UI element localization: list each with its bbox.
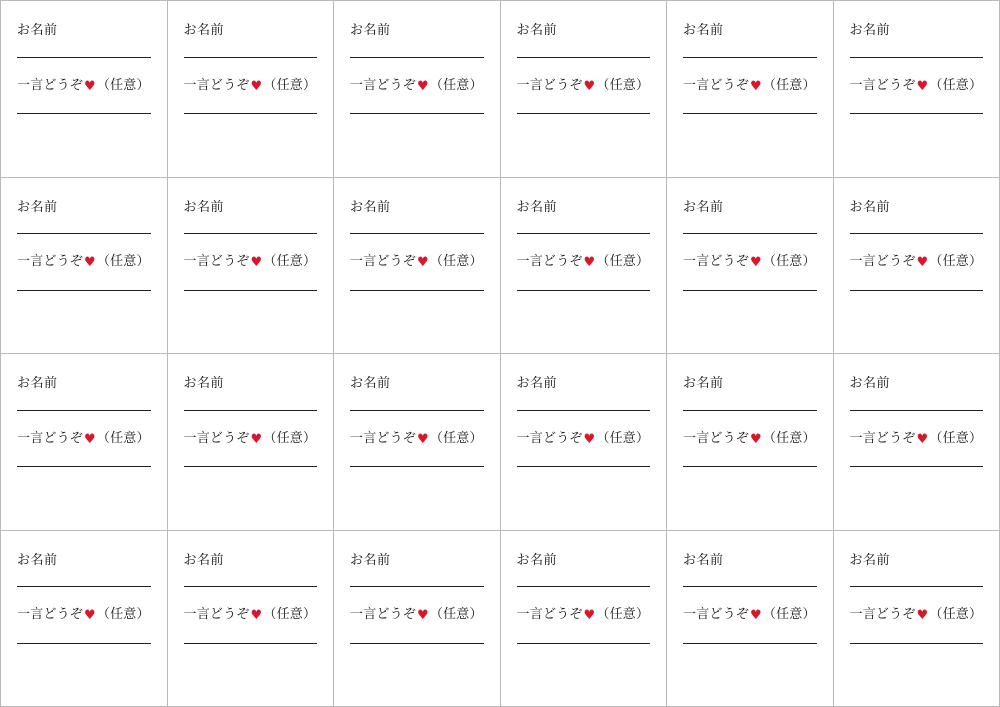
message-prompt-suffix: （任意）: [762, 77, 816, 93]
message-prompt-suffix: （任意）: [96, 430, 150, 446]
message-prompt-suffix: （任意）: [596, 430, 650, 446]
name-card: [1, 531, 167, 707]
name-label: お名前: [183, 199, 225, 215]
message-prompt-prefix: 一言どうぞ: [683, 607, 750, 623]
message-write-line[interactable]: [517, 113, 651, 114]
message-write-line[interactable]: [683, 113, 817, 114]
name-card: [834, 354, 1000, 530]
message-prompt-suffix: （任意）: [429, 77, 483, 93]
message-prompt-suffix: （任意）: [596, 77, 650, 93]
name-card: [667, 178, 833, 354]
message-prompt-suffix: （任意）: [429, 254, 483, 270]
message-prompt-suffix: （任意）: [929, 77, 983, 93]
name-write-line[interactable]: [17, 233, 151, 234]
message-prompt-prefix: 一言どうぞ: [183, 430, 250, 446]
name-write-line[interactable]: [850, 233, 984, 234]
message-prompt: [184, 78, 320, 94]
message-prompt-prefix: 一言どうぞ: [683, 430, 750, 446]
message-prompt-prefix: 一言どうぞ: [849, 607, 916, 623]
name-write-line[interactable]: [517, 410, 651, 411]
message-write-line[interactable]: [850, 466, 984, 467]
message-prompt-prefix: 一言どうぞ: [849, 77, 916, 93]
name-write-line[interactable]: [850, 57, 984, 58]
name-write-line[interactable]: [683, 410, 817, 411]
message-write-line[interactable]: [17, 113, 151, 114]
name-label: お名前: [17, 199, 58, 215]
message-prompt: [350, 254, 486, 270]
name-card: [1, 354, 167, 530]
name-write-line[interactable]: [184, 233, 318, 234]
name-label: お名前: [849, 199, 891, 215]
message-prompt: [517, 254, 653, 270]
message-prompt-suffix: （任意）: [929, 607, 983, 623]
message-prompt: [850, 254, 986, 270]
name-card: [501, 178, 667, 354]
name-card: [168, 354, 334, 530]
name-write-line[interactable]: [350, 586, 484, 587]
name-write-line[interactable]: [683, 57, 817, 58]
message-prompt: [517, 607, 653, 623]
name-label: お名前: [683, 552, 724, 568]
message-prompt: [350, 607, 486, 623]
name-label: お名前: [849, 23, 891, 38]
heart-icon: ♥: [84, 255, 96, 271]
name-write-line[interactable]: [350, 233, 484, 234]
heart-icon: ♥: [583, 78, 596, 94]
message-write-line[interactable]: [17, 466, 151, 467]
message-prompt-prefix: 一言どうぞ: [183, 77, 250, 93]
message-prompt: [17, 607, 153, 623]
message-prompt-suffix: （任意）: [429, 607, 483, 623]
heart-icon: ♥: [417, 255, 429, 271]
message-prompt-prefix: 一言どうぞ: [516, 430, 583, 446]
name-label: お名前: [516, 552, 558, 568]
message-prompt-suffix: （任意）: [596, 607, 650, 623]
heart-icon: ♥: [750, 431, 762, 447]
heart-icon: ♥: [417, 78, 429, 94]
message-prompt-suffix: （任意）: [96, 77, 150, 93]
name-write-line[interactable]: [350, 57, 484, 58]
name-label: お名前: [849, 376, 891, 391]
message-prompt: [184, 254, 320, 270]
name-label: お名前: [683, 376, 724, 391]
name-card: [834, 178, 1000, 354]
heart-icon: ♥: [750, 608, 762, 624]
heart-icon: ♥: [250, 608, 263, 624]
heart-icon: ♥: [583, 255, 596, 271]
message-prompt-suffix: （任意）: [762, 254, 816, 270]
heart-icon: ♥: [583, 431, 596, 447]
name-card: [501, 531, 667, 707]
message-write-line[interactable]: [850, 113, 984, 114]
message-prompt-prefix: 一言どうぞ: [849, 430, 916, 446]
name-label: お名前: [350, 199, 391, 215]
message-prompt-prefix: 一言どうぞ: [350, 607, 417, 623]
name-write-line[interactable]: [17, 410, 151, 411]
message-prompt-suffix: （任意）: [263, 77, 317, 93]
name-card: [1, 1, 167, 177]
name-write-line[interactable]: [350, 410, 484, 411]
message-prompt: [517, 431, 653, 447]
name-card: [1, 178, 167, 354]
message-write-line[interactable]: [350, 113, 484, 114]
message-write-line[interactable]: [517, 643, 651, 644]
message-prompt-prefix: 一言どうぞ: [17, 430, 84, 446]
name-label: お名前: [849, 552, 891, 568]
message-prompt: [17, 431, 153, 447]
message-write-line[interactable]: [850, 643, 984, 644]
name-label: お名前: [17, 23, 58, 38]
message-prompt: [683, 431, 819, 447]
heart-icon: ♥: [84, 608, 96, 624]
name-label: お名前: [183, 376, 225, 391]
heart-icon: ♥: [417, 431, 429, 447]
name-label: お名前: [183, 23, 225, 38]
message-write-line[interactable]: [17, 643, 151, 644]
message-write-line[interactable]: [184, 466, 318, 467]
name-write-line[interactable]: [17, 586, 151, 587]
message-write-line[interactable]: [683, 643, 817, 644]
message-prompt: [184, 607, 320, 623]
message-write-line[interactable]: [184, 643, 318, 644]
message-prompt: [683, 78, 819, 94]
heart-icon: ♥: [916, 255, 929, 271]
name-card: [168, 178, 334, 354]
heart-icon: ♥: [583, 608, 596, 624]
heart-icon: ♥: [750, 78, 762, 94]
message-prompt-prefix: 一言どうぞ: [17, 77, 84, 93]
message-write-line[interactable]: [17, 290, 151, 291]
name-card: [667, 1, 833, 177]
name-write-line[interactable]: [683, 586, 817, 587]
message-prompt-suffix: （任意）: [263, 254, 317, 270]
message-prompt: [683, 607, 819, 623]
name-write-line[interactable]: [850, 410, 984, 411]
name-label: お名前: [350, 552, 391, 568]
message-prompt-prefix: 一言どうぞ: [17, 254, 84, 270]
message-prompt-prefix: 一言どうぞ: [183, 254, 250, 270]
name-card: [501, 1, 667, 177]
name-label: お名前: [683, 199, 724, 215]
name-write-line[interactable]: [517, 233, 651, 234]
name-write-line[interactable]: [184, 410, 318, 411]
name-card: [334, 531, 500, 707]
message-prompt-suffix: （任意）: [96, 254, 150, 270]
message-prompt-prefix: 一言どうぞ: [683, 254, 750, 270]
message-prompt-prefix: 一言どうぞ: [17, 607, 84, 623]
message-prompt: [350, 78, 486, 94]
name-label: お名前: [183, 552, 225, 568]
message-write-line[interactable]: [350, 643, 484, 644]
name-card: [834, 1, 1000, 177]
heart-icon: ♥: [84, 78, 96, 94]
name-write-line[interactable]: [517, 586, 651, 587]
name-write-line[interactable]: [184, 586, 318, 587]
message-prompt-prefix: 一言どうぞ: [350, 77, 417, 93]
heart-icon: ♥: [84, 431, 96, 447]
message-prompt: [850, 607, 986, 623]
name-card: [168, 1, 334, 177]
name-label: お名前: [516, 376, 558, 391]
name-write-line[interactable]: [517, 57, 651, 58]
message-prompt-prefix: 一言どうぞ: [849, 254, 916, 270]
message-prompt-suffix: （任意）: [96, 607, 150, 623]
message-prompt-suffix: （任意）: [263, 607, 317, 623]
message-write-line[interactable]: [683, 466, 817, 467]
heart-icon: ♥: [916, 78, 929, 94]
name-card: [834, 531, 1000, 707]
message-prompt: [683, 254, 819, 270]
name-card: [667, 354, 833, 530]
message-write-line[interactable]: [850, 290, 984, 291]
message-write-line[interactable]: [350, 466, 484, 467]
message-write-line[interactable]: [683, 290, 817, 291]
message-prompt-prefix: 一言どうぞ: [183, 607, 250, 623]
heart-icon: ♥: [750, 255, 762, 271]
heart-icon: ♥: [250, 431, 263, 447]
message-prompt: [17, 254, 153, 270]
name-label: お名前: [350, 376, 391, 391]
message-prompt-prefix: 一言どうぞ: [350, 430, 417, 446]
name-card: [667, 531, 833, 707]
name-card: [334, 354, 500, 530]
message-prompt: [850, 431, 986, 447]
message-prompt-prefix: 一言どうぞ: [516, 77, 583, 93]
name-label: お名前: [516, 23, 558, 38]
message-write-line[interactable]: [184, 113, 318, 114]
name-label: お名前: [17, 376, 58, 391]
message-prompt-prefix: 一言どうぞ: [683, 77, 750, 93]
name-label: お名前: [683, 23, 724, 38]
heart-icon: ♥: [250, 255, 263, 271]
message-prompt-suffix: （任意）: [762, 430, 816, 446]
name-write-line[interactable]: [850, 586, 984, 587]
name-write-line[interactable]: [683, 233, 817, 234]
name-card: [334, 178, 500, 354]
name-write-line[interactable]: [184, 57, 318, 58]
message-prompt-suffix: （任意）: [929, 430, 983, 446]
name-label: お名前: [17, 552, 58, 568]
name-write-line[interactable]: [17, 57, 151, 58]
message-prompt: [517, 78, 653, 94]
message-prompt: [350, 431, 486, 447]
message-write-line[interactable]: [517, 290, 651, 291]
message-prompt: [17, 78, 153, 94]
message-prompt-prefix: 一言どうぞ: [350, 254, 417, 270]
name-card: [501, 354, 667, 530]
message-prompt-suffix: （任意）: [429, 430, 483, 446]
name-label: お名前: [516, 199, 558, 215]
message-prompt-suffix: （任意）: [596, 254, 650, 270]
heart-icon: ♥: [250, 78, 263, 94]
message-prompt-suffix: （任意）: [762, 607, 816, 623]
message-write-line[interactable]: [184, 290, 318, 291]
message-prompt-suffix: （任意）: [263, 430, 317, 446]
message-prompt: [850, 78, 986, 94]
name-card: [334, 1, 500, 177]
message-prompt-prefix: 一言どうぞ: [516, 607, 583, 623]
message-prompt-prefix: 一言どうぞ: [516, 254, 583, 270]
message-write-line[interactable]: [350, 290, 484, 291]
message-prompt: [184, 431, 320, 447]
heart-icon: ♥: [916, 608, 929, 624]
name-card: [168, 531, 334, 707]
name-label: お名前: [350, 23, 391, 38]
message-prompt-suffix: （任意）: [929, 254, 983, 270]
message-write-line[interactable]: [517, 466, 651, 467]
heart-icon: ♥: [417, 608, 429, 624]
heart-icon: ♥: [916, 431, 929, 447]
